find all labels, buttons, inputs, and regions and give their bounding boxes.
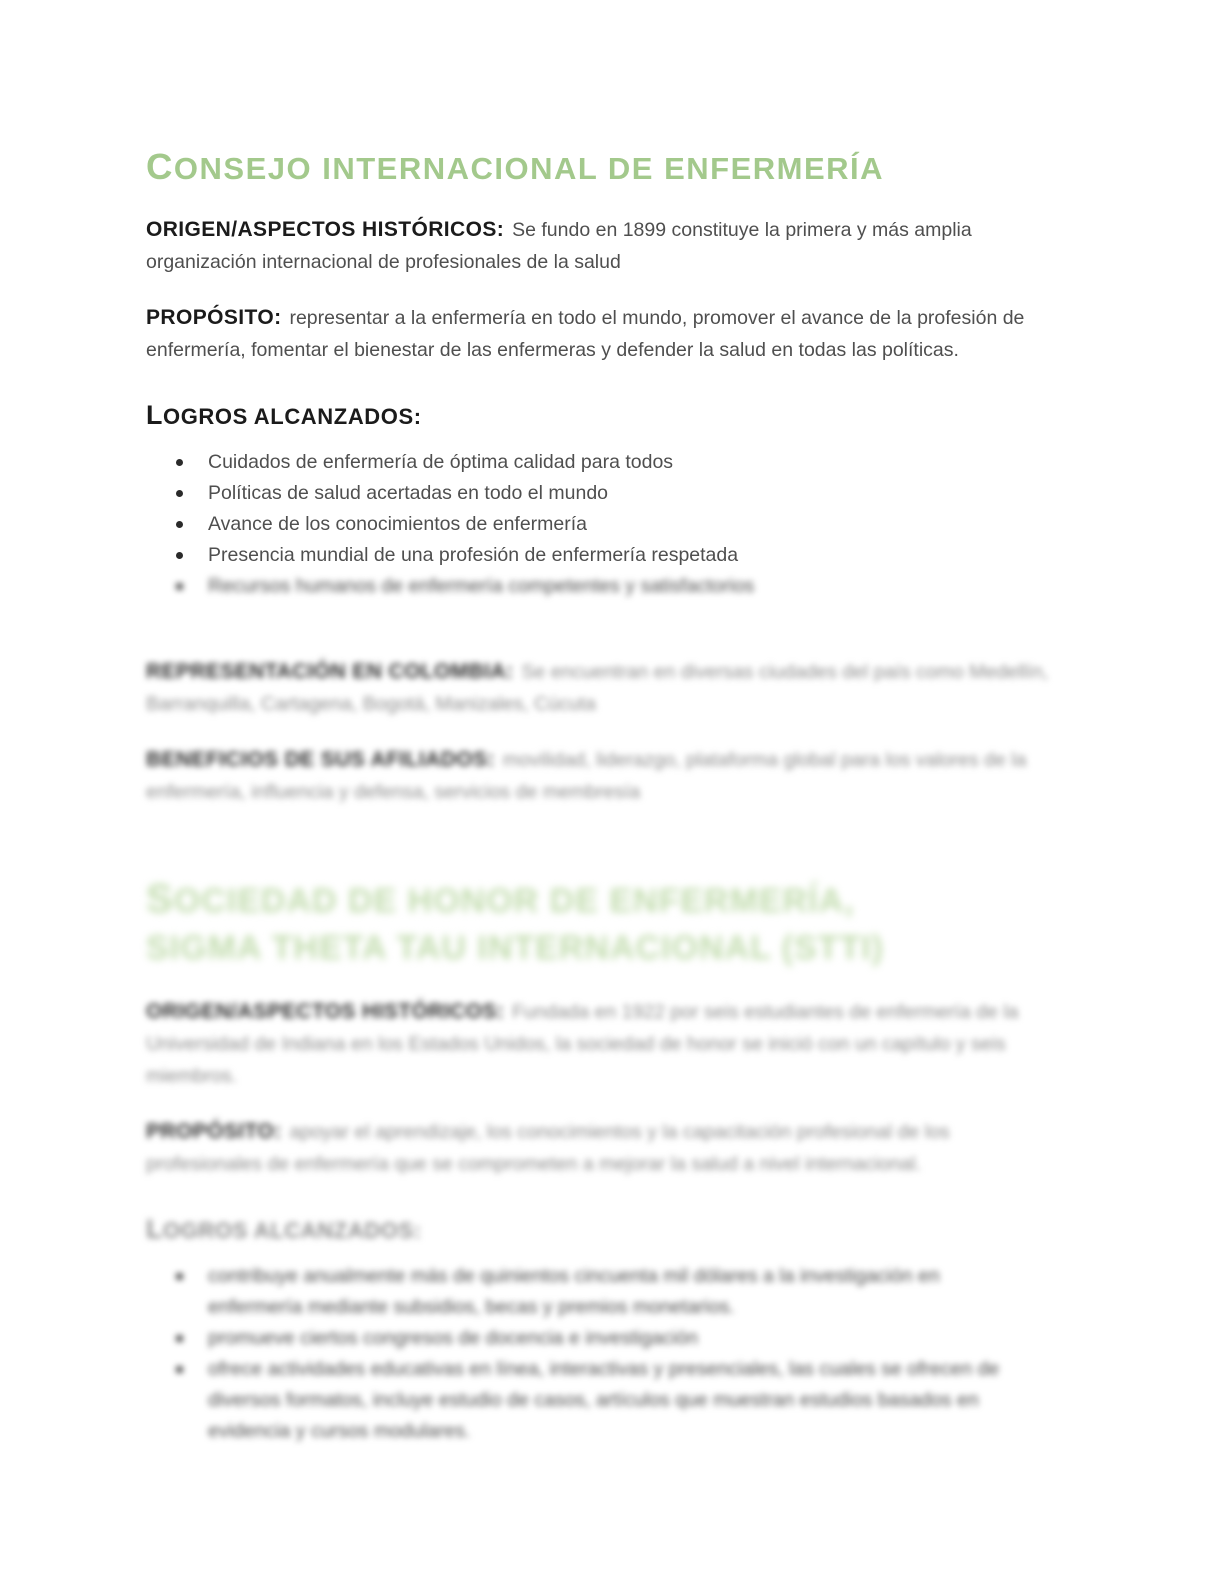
stti-origin-label: ORIGEN/ASPECTOS HISTÓRICOS: — [146, 1000, 505, 1024]
list-item-blurred: ofrece actividades educativas en línea, interactivas y presenciales, las cuales se ofrecen de diversos formatos, incluye estudio de casos, artículos que muestran estudios basados en evidencia y cursos modulares. — [208, 1354, 1038, 1447]
list-item-blurred: contribuye anualmente más de quinientos cincuenta mil dólares a la investigación en enfermería mediante subsidios, becas y premios monetarios. — [208, 1261, 1038, 1323]
icn-colombia-label: REPRESENTACIÓN EN COLOMBIA: — [146, 660, 514, 684]
icn-purpose-text: representar a la enfermería en todo el mundo, promover el avance de la profesión de enfermería, fomentar el bienestar de las enfermeras y defender la salud en todas las políticas. — [146, 307, 1025, 362]
icn-achievements-list — [146, 447, 1056, 602]
icn-purpose-paragraph — [146, 302, 1056, 366]
icn-benefits-text: movilidad, liderazgo, plataforma global para los valores de la enfermería, influencia y defensa, servicios de membresía — [146, 749, 1027, 804]
list-item: Presencia mundial de una profesión de enfermería respetada — [208, 540, 1038, 571]
icn-origin-text: Se fundo en 1899 constituye la primera y más amplia organización internacional de profesionales de la salud — [146, 219, 972, 274]
stti-purpose-text: apoyar el aprendizaje, los conocimientos y la capacitación profesional de los profesionales de enfermería que se comprometen a mejorar la salud a nivel internacional. — [146, 1121, 950, 1176]
stti-origin-paragraph-blurred — [146, 996, 1056, 1092]
section-icn-title: CONSEJO INTERNACIONAL DE ENFERMERÍA — [146, 146, 885, 187]
stti-purpose-label: PROPÓSITO: — [146, 1120, 282, 1144]
stti-origin-text: Fundada en 1922 por seis estudiantes de enfermería de la Universidad de Indiana en los Estados Unidos, la sociedad de honor se inició con un capítulo y seis miembros. — [146, 1001, 1019, 1088]
list-item: Avance de los conocimientos de enfermería — [208, 509, 1038, 540]
icn-colombia-text: Se encuentran en diversas ciudades del país como Medellín, Barranquilla, Cartagena, Bogotá, Manizales, Cúcuta — [146, 661, 1049, 716]
icn-benefits-paragraph-blurred — [146, 744, 1056, 808]
stti-achievements-list-blurred — [146, 1261, 1056, 1447]
section-stti-title-blurred: SOCIEDAD DE HONOR DE ENFERMERÍA, SIGMA THETA TAU INTERNACIONAL (STTI) — [146, 876, 884, 968]
stti-purpose-paragraph-blurred — [146, 1116, 1056, 1180]
list-item-blurred: Recursos humanos de enfermería competentes y satisfactorios — [208, 571, 1038, 602]
icn-origin-paragraph — [146, 214, 1056, 278]
stti-achievements-heading-blurred: LOGROS ALCANZADOS: — [146, 1214, 422, 1245]
icn-colombia-paragraph-blurred — [146, 656, 1056, 720]
list-item: Cuidados de enfermería de óptima calidad para todos — [208, 447, 1038, 478]
icn-achievements-heading: LOGROS ALCANZADOS: — [146, 400, 422, 431]
icn-benefits-label: BENEFICIOS DE SUS AFILIADOS: — [146, 748, 495, 772]
list-item: Políticas de salud acertadas en todo el mundo — [208, 478, 1038, 509]
icn-origin-label: ORIGEN/ASPECTOS HISTÓRICOS: — [146, 218, 505, 242]
list-item-blurred: promueve ciertos congresos de docencia e investigación — [208, 1323, 1038, 1354]
icn-purpose-label: PROPÓSITO: — [146, 306, 282, 330]
